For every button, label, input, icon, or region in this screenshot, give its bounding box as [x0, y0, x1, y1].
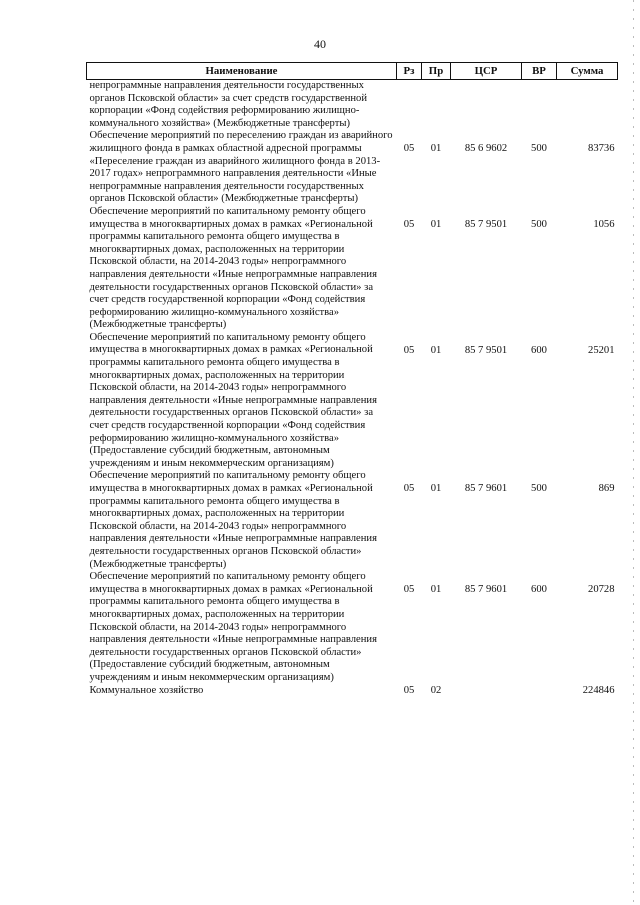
table-row — [87, 332, 618, 471]
row-sum — [557, 80, 618, 131]
row-rz: 05 — [403, 483, 415, 495]
row-rz — [397, 80, 422, 131]
row-sum: 224846 — [582, 684, 615, 696]
row-csr: 85 6 9602 — [464, 143, 508, 155]
header-csr: ЦСР — [451, 63, 522, 80]
row-pr: 01 — [430, 344, 442, 356]
table-row — [87, 130, 618, 206]
row-sum: 25201 — [588, 344, 615, 356]
budget-table — [86, 62, 618, 697]
table-row — [87, 571, 618, 684]
table-row — [87, 470, 618, 571]
row-name: Обеспечение мероприятий по капитальному ремонту общего имущества в многоквартирных домах в рамках «Региональной программы капитального ремонта общего имущества в многоквартирных домах, расположенных на территории Псковской области, на 2014-2043 годы» непрограммного направления деятельности «Иные непрограммные направления деятельности государственных органов Псковской области» за счет средств государственной корпорации «Фонд содействия реформированию жилищно-коммунального хозяйства» (Межбюджетные трансферты) — [89, 205, 377, 331]
row-sum: 20728 — [588, 584, 615, 596]
table-row — [87, 685, 618, 698]
row-vr: 500 — [531, 483, 547, 495]
row-rz: 05 — [403, 143, 415, 155]
row-csr: 85 7 9601 — [464, 483, 508, 495]
row-rz: 05 — [403, 218, 415, 230]
scan-edge-artifact — [633, 0, 634, 905]
table-row — [87, 206, 618, 332]
row-vr — [522, 80, 557, 131]
row-rz: 05 — [403, 684, 415, 696]
row-rz: 05 — [403, 584, 415, 596]
row-vr: 500 — [531, 143, 547, 155]
row-pr: 01 — [430, 483, 442, 495]
row-pr: 01 — [430, 143, 442, 155]
header-pr: Пр — [422, 63, 451, 80]
row-name: Обеспечение мероприятий по капитальному ремонту общего имущества в многоквартирных домах в рамках «Региональной программы капитального ремонта общего имущества в многоквартирных домах, расположенных на территории Псковской области, на 2014-2043 годы» непрограммного направления деятельности «Иные непрограммные направления деятельности государственных органов Псковской области» (Предоставление субсидий бюджетным, автономным учреждениям и иным некоммерческим организациям) — [89, 571, 377, 683]
row-pr — [422, 80, 451, 131]
row-sum: 83736 — [588, 143, 615, 155]
row-pr: 02 — [430, 684, 442, 696]
row-sum: 1056 — [593, 218, 615, 230]
row-csr: 85 7 9501 — [464, 344, 508, 356]
table-row — [87, 80, 618, 131]
row-pr: 01 — [430, 584, 442, 596]
table-header-row — [87, 63, 618, 80]
row-vr: 600 — [531, 584, 547, 596]
row-vr — [522, 685, 557, 698]
row-name: Обеспечение мероприятий по переселению граждан из аварийного жилищного фонда в рамках областной адресной программы «Переселение граждан из аварийного жилищного фонда в 2013-2017 годах» непрограммного направления деятельности «Иные непрограммные направления деятельности государственных органов Псковской области» (Межбюджетные трансферты) — [89, 130, 393, 205]
row-vr: 600 — [531, 344, 547, 356]
row-csr — [451, 80, 522, 131]
row-csr: 85 7 9601 — [464, 584, 508, 596]
row-name: непрограммные направления деятельности государственных органов Псковской области» за счет средств государственной корпорации «Фонд содействия реформированию жилищно-коммунального хозяйства» (Межбюджетные трансферты) — [89, 80, 368, 129]
row-vr: 500 — [531, 218, 547, 230]
row-name: Коммунальное хозяйство — [89, 684, 204, 696]
row-pr: 01 — [430, 218, 442, 230]
header-vr: ВР — [522, 63, 557, 80]
header-name: Наименование — [87, 63, 397, 80]
row-csr — [451, 685, 522, 698]
header-sum: Сумма — [557, 63, 618, 80]
row-rz: 05 — [403, 344, 415, 356]
row-sum: 869 — [598, 483, 615, 495]
row-name: Обеспечение мероприятий по капитальному ремонту общего имущества в многоквартирных домах в рамках «Региональной программы капитального ремонта общего имущества в многоквартирных домах, расположенных на территории Псковской области, на 2014-2043 годы» непрограммного направления деятельности «Иные непрограммные направления деятельности государственных органов Псковской области» за счет средств государственной корпорации «Фонд содействия реформированию жилищно-коммунального хозяйства» (Предоставление субсидий бюджетным, автономным учреждениям и иным некоммерческим организациям) — [89, 331, 377, 469]
header-rz: Рз — [397, 63, 422, 80]
page-number: 40 — [314, 37, 326, 51]
row-csr: 85 7 9501 — [464, 218, 508, 230]
row-name: Обеспечение мероприятий по капитальному ремонту общего имущества в многоквартирных домах в рамках «Региональной программы капитального ремонта общего имущества в многоквартирных домах, расположенных на территории Псковской области, на 2014-2043 годы» непрограммного направления деятельности «Иные непрограммные направления деятельности государственных органов Псковской области» (Межбюджетные трансферты) — [89, 470, 377, 570]
